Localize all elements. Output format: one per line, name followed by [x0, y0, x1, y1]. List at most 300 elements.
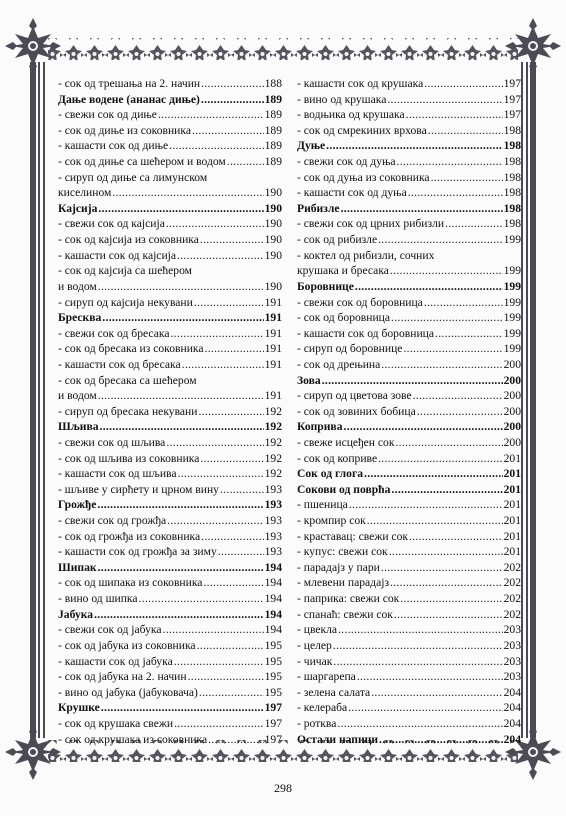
toc-entry-page-number: 202 [503, 560, 521, 574]
toc-entry-label: - шљиве у сирћету и црном вину [58, 482, 219, 496]
dot-leader [111, 185, 263, 201]
toc-entry-page-number: 198 [503, 170, 521, 184]
toc-entry-page-number: 194 [264, 623, 282, 637]
toc-entry-label: - кашасти сок од диње [58, 139, 169, 153]
toc-entry-label: Кајсија [58, 201, 98, 215]
toc-entry [297, 310, 521, 326]
toc-entry [297, 154, 521, 170]
toc-entry-label: - млевени парадајз [297, 576, 390, 590]
dot-leader [219, 482, 264, 498]
toc-entry-page-number: 197 [264, 701, 282, 715]
toc-entry-label: - водњика од крушака [297, 108, 405, 122]
toc-entry-page-number: 198 [503, 155, 521, 169]
dot-leader [380, 560, 503, 576]
dot-leader [321, 373, 503, 389]
toc-entry-page-number: 189 [264, 92, 282, 106]
dot-leader [181, 357, 264, 373]
toc-entry-label: - паприка: свежи сок [297, 592, 400, 606]
toc-entry-page-number: 190 [264, 248, 282, 262]
toc-entry-label: - сок од кајсија из соковника [58, 233, 199, 247]
toc-entry [58, 716, 282, 732]
dot-leader [93, 607, 264, 623]
toc-entry-page-number: 190 [264, 217, 282, 231]
dot-leader [101, 310, 263, 326]
dot-leader [396, 154, 503, 170]
toc-entry-label: Сокови од поврћа [297, 482, 391, 496]
toc-entry-label: Коприва [297, 420, 343, 434]
dot-leader [423, 295, 503, 311]
toc-entry-label: Грожђе [58, 498, 97, 512]
toc-entry-label: - кашасти сок од јабука [58, 654, 173, 668]
dot-leader [99, 419, 264, 435]
toc-entry-label: - сок од крушака свежи [58, 716, 174, 730]
toc-entry [297, 560, 521, 576]
toc-entry-label: - цвекла [297, 623, 338, 637]
toc-entry-label: - сируп од бресака некувани [58, 404, 198, 418]
dot-leader [199, 232, 264, 248]
toc-entry-page-number: 204 [503, 685, 521, 699]
dot-leader [138, 591, 264, 607]
toc-entry-label: - свежи сок од боровница [297, 295, 423, 309]
toc-entry [58, 123, 282, 139]
toc-entry-label: - сок од боровница [297, 311, 391, 325]
toc-entry [58, 591, 282, 607]
toc-entry-label: Шипак [58, 560, 97, 574]
dot-leader [405, 107, 503, 123]
toc-entry-page-number: 191 [264, 342, 282, 356]
toc-entry-label: - целер [297, 638, 332, 652]
page-number: 298 [274, 781, 292, 795]
dot-leader [165, 216, 264, 232]
toc-entry [297, 107, 521, 123]
toc-entry-page-number: 202 [503, 592, 521, 606]
toc-entry [297, 654, 521, 670]
dot-leader [354, 279, 503, 295]
toc-entry-page-number: 201 [503, 498, 521, 512]
toc-entry-page-number: 201 [503, 482, 521, 496]
toc-entry-label: - вино од јабука (јабуковача) [58, 685, 198, 699]
dot-leader [200, 529, 263, 545]
dot-leader [226, 154, 264, 170]
dot-leader [377, 232, 503, 248]
toc-entry [297, 341, 521, 357]
dot-leader [399, 591, 502, 607]
toc-entry [297, 451, 521, 467]
toc-entry-page-number: 197 [264, 732, 282, 746]
toc-entry [297, 591, 521, 607]
toc-entry [58, 170, 282, 186]
toc-entry-label: - сируп од цветова зове [297, 389, 412, 403]
toc-entry-page-number: 193 [264, 482, 282, 496]
toc-section-heading [297, 373, 521, 389]
dot-leader [169, 326, 263, 342]
toc-section-heading [297, 279, 521, 295]
toc-entry-label: - сок од јабука из соковника [58, 638, 196, 652]
toc-entry [58, 529, 282, 545]
toc-entry-label: - сок од бресака са шећером [58, 373, 197, 387]
toc-entry-label: - сок од трешања на 2. начин [58, 76, 201, 90]
toc-entry-page-number: 199 [503, 233, 521, 247]
toc-entry-label: Дање водене (ананас диње) [58, 92, 200, 106]
toc-entry-page-number: 191 [264, 357, 282, 371]
dot-leader [200, 92, 264, 108]
dot-leader [363, 466, 503, 482]
toc-entry-label: - сок од диње са шећером и водом [58, 155, 226, 169]
toc-entry [58, 232, 282, 248]
toc-entry-page-number: 195 [264, 654, 282, 668]
dot-leader [366, 513, 503, 529]
toc-entry-label: - шаргарепа [297, 670, 356, 684]
toc-entry [58, 341, 282, 357]
dot-leader [378, 732, 503, 748]
toc-entry [297, 326, 521, 342]
dot-leader [96, 497, 263, 513]
toc-entry [297, 123, 521, 139]
toc-entry [58, 279, 282, 295]
toc-entry-page-number: 189 [264, 123, 282, 137]
toc-entry-page-number: 191 [264, 326, 282, 340]
toc-entry [297, 669, 521, 685]
toc-entry [58, 138, 282, 154]
dot-leader [168, 138, 263, 154]
dot-leader [380, 357, 502, 373]
toc-entry [297, 232, 521, 248]
toc-entry-page-number: 201 [503, 451, 521, 465]
toc-entry-page-number: 195 [264, 638, 282, 652]
toc-entry-label: - сок од диње из соковника [58, 123, 191, 137]
toc-entry-page-number: 198 [503, 186, 521, 200]
toc-section-heading [58, 92, 282, 108]
toc-entry-page-number: 193 [264, 545, 282, 559]
toc-left-column [58, 76, 282, 747]
toc-entry [297, 513, 521, 529]
toc-entry-label: - свеже исцеђен сок [297, 436, 395, 449]
toc-entry [297, 185, 521, 201]
toc-entry-page-number: 189 [264, 139, 282, 153]
toc-entry-label: - свежи сок од шљива [58, 436, 166, 449]
dot-leader [97, 201, 263, 217]
toc-entry-page-number: 194 [264, 607, 282, 621]
toc-entry [297, 357, 521, 373]
dot-leader [389, 263, 503, 279]
dot-leader [166, 513, 263, 529]
toc-entry-label: - свежи сок од јабука [58, 623, 162, 637]
dot-leader [388, 544, 503, 560]
toc-entry-page-number: 197 [503, 76, 521, 90]
toc-entry-page-number: 203 [503, 654, 521, 668]
dot-leader [97, 388, 264, 404]
toc-entry-label: - чичак [297, 654, 333, 668]
toc-entry-label: Боровнице [297, 279, 354, 293]
dot-leader [408, 529, 503, 545]
toc-section-heading [58, 560, 282, 576]
toc-entry-label: - зелена салата [297, 685, 371, 699]
dot-leader [377, 451, 503, 467]
dot-leader [217, 544, 264, 560]
toc-section-heading [58, 201, 282, 217]
dot-leader [191, 123, 264, 139]
toc-entry-page-number: 204 [503, 701, 521, 715]
dot-leader [389, 576, 503, 592]
toc-entry [58, 357, 282, 373]
toc-entry-label: - сок од зовиних бобица [297, 404, 416, 418]
toc-entry [58, 373, 282, 389]
dot-leader [402, 341, 502, 357]
toc-entry [297, 638, 521, 654]
toc-entry-page-number: 191 [264, 295, 282, 309]
toc-entry-page-number: 192 [264, 451, 282, 465]
toc-entry-label: - краставац: свежи сок [297, 529, 409, 543]
toc-entry [58, 107, 282, 123]
toc-right-column [297, 76, 521, 747]
dot-leader [423, 76, 502, 92]
toc-entry-page-number: 204 [503, 732, 521, 746]
dot-leader [434, 326, 503, 342]
toc-entry-label: - сируп од диње са лимунском [58, 170, 208, 184]
toc-entry-label: - свежи сок од грожђа [58, 514, 167, 528]
toc-section-heading [297, 466, 521, 482]
dot-leader [386, 92, 502, 108]
toc-entry-page-number: 197 [503, 108, 521, 122]
toc-entry-label: - кашасти сок од шљива [58, 467, 177, 481]
toc-entry-page-number: 192 [264, 404, 282, 418]
toc-entry [297, 76, 521, 92]
dot-leader [197, 404, 263, 420]
toc-entry [58, 544, 282, 560]
dot-leader [173, 654, 264, 670]
toc-entry-label: крушака и бресака [297, 264, 389, 278]
dot-leader [162, 622, 264, 638]
toc-entry-page-number: 192 [264, 420, 282, 434]
toc-entry-page-number: 201 [503, 467, 521, 481]
dot-leader [393, 607, 503, 623]
toc-entry [58, 576, 282, 592]
dot-leader [97, 279, 264, 295]
toc-entry-label: - свежи сок од кајсија [58, 217, 165, 231]
toc-entry [58, 482, 282, 498]
toc-entry-page-number: 190 [264, 279, 282, 293]
toc-entry-label: - кромпир сок [297, 514, 366, 528]
toc-entry-page-number: 191 [264, 389, 282, 403]
toc-entry [58, 295, 282, 311]
toc-entry [58, 732, 282, 748]
toc-entry-page-number: 199 [503, 279, 521, 293]
dot-leader [332, 638, 503, 654]
toc-entry-page-number: 199 [503, 342, 521, 356]
toc-entry-page-number: 203 [503, 623, 521, 637]
toc-entry-page-number: 197 [264, 716, 282, 730]
toc-entry-label: - кашасти сок од дуња [297, 186, 407, 200]
toc-section-heading [297, 138, 521, 154]
toc-entry [297, 607, 521, 623]
dot-leader [193, 295, 264, 311]
dot-leader [430, 170, 503, 186]
dot-leader [198, 685, 264, 701]
toc-entry-page-number: 198 [503, 201, 521, 215]
toc-entry-label: Остали напици [297, 732, 379, 746]
toc-section-heading [58, 700, 282, 716]
toc-entry-page-number: 202 [503, 607, 521, 621]
toc-entry-page-number: 194 [264, 560, 282, 574]
toc-entry-label: - коктел од рибизли, сочних [297, 248, 435, 262]
toc-entry-page-number: 201 [503, 545, 521, 559]
toc-entry [297, 295, 521, 311]
dot-leader [336, 716, 502, 732]
toc-entry [58, 435, 282, 451]
toc-entry-label: - сируп од кајсија некувани [58, 295, 193, 309]
dot-leader [207, 732, 264, 748]
toc-entry [58, 466, 282, 482]
toc-entry-label: - кашасти сок од грожђа за зиму [58, 545, 217, 559]
toc-entry-label: Дуње [297, 139, 326, 153]
toc-entry-label: - сок од крушака из соковника [58, 732, 208, 746]
toc-entry-page-number: 203 [503, 670, 521, 684]
dot-leader [343, 419, 503, 435]
dot-leader [390, 310, 503, 326]
toc-entry [297, 248, 521, 264]
toc-entry [58, 654, 282, 670]
toc-entry-page-number: 200 [503, 373, 521, 387]
toc-section-heading [58, 419, 282, 435]
toc-section-heading [58, 497, 282, 513]
toc-entry-label: киселином [58, 186, 112, 200]
toc-entry-page-number: 192 [264, 467, 282, 481]
dot-leader [337, 622, 503, 638]
toc-entry-label: - сок од смрекиних врхова [297, 123, 427, 137]
toc-entry-label: Крушке [58, 701, 100, 715]
toc-entry-label: - свежи сок од дуња [297, 155, 396, 169]
toc-entry-page-number: 195 [264, 670, 282, 684]
toc-entry-page-number: 189 [264, 155, 282, 169]
toc-entry [297, 263, 521, 279]
toc-entry-label: - кашасти сок од бресака [58, 357, 181, 371]
toc-entry-page-number: 190 [264, 186, 282, 200]
toc-entry-page-number: 188 [264, 76, 282, 90]
toc-entry-label: - свежи сок од црних рибизли [297, 217, 445, 231]
dot-leader [444, 216, 503, 232]
dot-leader [200, 76, 263, 92]
toc-entry [297, 435, 521, 451]
toc-entry [297, 544, 521, 560]
toc-entry-page-number: 201 [503, 529, 521, 543]
toc-entry [58, 248, 282, 264]
dot-leader [173, 716, 264, 732]
dot-leader [202, 576, 263, 592]
toc-entry-label: Рибизле [297, 201, 340, 215]
dot-leader [97, 560, 264, 576]
toc-entry-label: - кашасти сок од боровница [297, 326, 435, 340]
toc-entry-label: и водом [58, 279, 97, 293]
toc-entry-label: - свежи сок од бресака [58, 326, 170, 340]
toc-section-heading [58, 607, 282, 623]
toc-entry-label: и водом [58, 389, 97, 403]
toc-entry [58, 404, 282, 420]
toc-entry [297, 685, 521, 701]
toc-entry-page-number: 203 [503, 638, 521, 652]
toc-entry-page-number: 201 [503, 514, 521, 528]
toc-entry-page-number: 200 [503, 389, 521, 403]
toc-entry-page-number: 202 [503, 576, 521, 590]
toc-entry-page-number: 190 [264, 201, 282, 215]
toc-entry-label: - пшеница [297, 498, 348, 512]
toc-entry-page-number: 200 [503, 404, 521, 418]
toc-entry-page-number: 200 [503, 436, 521, 449]
toc-entry-page-number: 199 [503, 326, 521, 340]
toc-entry-page-number: 198 [503, 217, 521, 231]
dot-leader [176, 248, 264, 264]
toc-entry [297, 700, 521, 716]
toc-entry [58, 263, 282, 279]
toc-entry-label: Сок од глога [297, 467, 364, 481]
dot-leader [427, 123, 503, 139]
dot-leader [196, 638, 264, 654]
dot-leader [370, 685, 502, 701]
toc-entry [58, 216, 282, 232]
toc-entry-page-number: 192 [264, 436, 282, 449]
toc-entry-label: - купус: свежи сок [297, 545, 388, 559]
dot-leader [407, 185, 503, 201]
toc-entry [297, 576, 521, 592]
toc-entry-page-number: 198 [503, 123, 521, 137]
dot-leader [177, 466, 264, 482]
toc-entry-label: - спанаћ: свежи сок [297, 607, 393, 621]
toc-entry [58, 326, 282, 342]
toc-entry-page-number: 190 [264, 233, 282, 247]
dot-leader [356, 669, 503, 685]
toc-entry-page-number: 194 [264, 592, 282, 606]
toc-entry-label: - сок од јабука на 2. начин [58, 670, 187, 684]
toc-entry-label: - сируп од боровнице [297, 342, 403, 356]
dot-leader [157, 107, 264, 123]
toc-entry-page-number: 189 [264, 108, 282, 122]
toc-entry-label: - кашасти сок од кајсија [58, 248, 177, 262]
toc-entry-label: - сок од кајсија са шећером [58, 264, 192, 278]
toc-entry-label: - сок од дуња из соковника [297, 170, 430, 184]
toc-entry [58, 638, 282, 654]
toc-entry-label: - сок од грожђа из соковника [58, 529, 201, 543]
toc-entry-page-number: 199 [503, 295, 521, 309]
dot-leader [165, 435, 263, 451]
dot-leader [347, 700, 502, 716]
toc-section-heading [297, 482, 521, 498]
dot-leader [412, 388, 503, 404]
dot-leader [390, 482, 502, 498]
toc-entry-page-number: 194 [264, 576, 282, 590]
toc-entry [58, 685, 282, 701]
toc-entry-label: - парадајз у пари [297, 560, 380, 574]
dot-leader [394, 435, 502, 451]
toc-entry [297, 216, 521, 232]
toc-entry-label: - сок од шипака из соковника [58, 576, 203, 590]
toc-entry-label: - кашасти сок од крушака [297, 76, 424, 90]
dot-leader [199, 451, 263, 467]
toc-section-heading [58, 310, 282, 326]
dot-leader [187, 669, 264, 685]
dot-leader [100, 700, 264, 716]
toc-entry [297, 529, 521, 545]
toc-entry-label: Зова [297, 373, 321, 387]
toc-entry-page-number: 193 [264, 514, 282, 528]
toc-entry [297, 404, 521, 420]
toc-entry [58, 513, 282, 529]
toc-entry-label: Шљива [58, 420, 99, 434]
dot-leader [325, 138, 502, 154]
toc-entry-label: - свежи сок од диње [58, 108, 157, 122]
toc-entry-page-number: 200 [503, 357, 521, 371]
toc-entry [58, 388, 282, 404]
dot-leader [204, 341, 264, 357]
toc-entry [297, 170, 521, 186]
